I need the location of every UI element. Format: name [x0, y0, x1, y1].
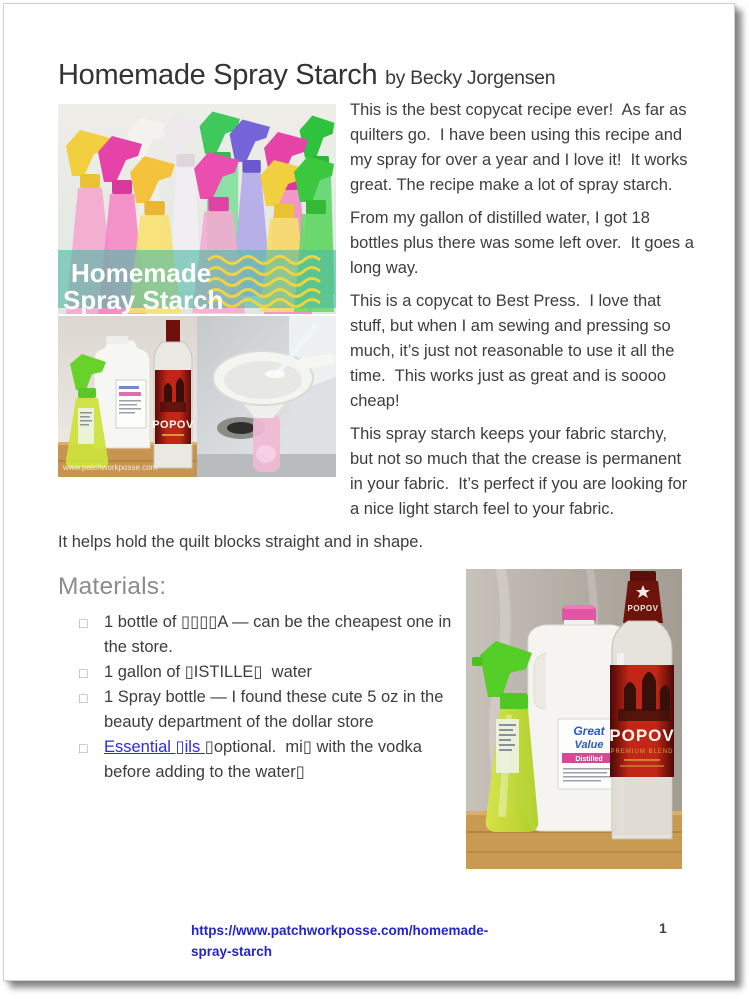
quilt-blocks-paragraph: It helps hold the quilt blocks straight and in shape. — [58, 533, 424, 551]
title-text: Homemade Spray Starch — [58, 59, 378, 91]
supplies-large-photo-wrap — [466, 569, 682, 869]
spray-bottles-collage-photo — [58, 104, 336, 314]
page-number: 1 — [659, 920, 667, 936]
left-image-stack — [58, 104, 336, 477]
list-item-text-rest: ▯optional. mi▯ with the vodka before adding to the water▯ — [104, 738, 427, 781]
footer-url-line2: spray-starch — [191, 944, 273, 959]
vodka-sublabel-text: PREMIUM BLEND — [610, 749, 674, 755]
materials-heading: Materials: — [58, 573, 167, 600]
bullet-square-icon: □ — [79, 615, 88, 631]
document-page — [3, 3, 735, 981]
jug-band-text: Distilled — [575, 756, 603, 763]
jug-brand-line1: Great — [573, 724, 605, 738]
collage-overlay-title-line1: Homemade — [71, 258, 212, 288]
best-press-paragraph: This is a copycat to Best Press. I love that stuff, but when I am sewing and pressing so much, it’s just not reasonable to use it all the time. This works just as great and is soooo cheap! — [350, 292, 679, 410]
gallon-paragraph: From my gallon of distilled water, I got 18 bottles plus there was some left over. It goes a long way. — [350, 209, 699, 277]
vodka-label-text: POPOV — [609, 726, 675, 745]
list-item-text: 1 Spray bottle — I found these cute 5 oz in the beauty department of the dollar store — [104, 688, 448, 731]
bullet-square-icon: □ — [79, 665, 88, 681]
footer-source-link[interactable] — [191, 920, 488, 962]
byline-text: by Becky Jorgensen — [385, 67, 556, 89]
supplies-small-photo — [58, 316, 197, 477]
materials-list — [58, 610, 470, 785]
collage-overlay-title-line2: Spray Starch — [63, 285, 224, 314]
vodka-label-text: POPOV — [152, 419, 194, 431]
funnel-pouring-photo — [197, 316, 336, 477]
list-item-text: 1 bottle of ▯▯▯▯A — can be the cheapest one in the store. — [104, 613, 456, 656]
starchy-paragraph: This spray starch keeps your fabric starchy, but not so much that the crease is permanent in your fabric. It’s perfect if you are looking for a nice light starch feel to your fabric. — [350, 425, 692, 518]
bullet-square-icon: □ — [79, 740, 88, 756]
supplies-large-photo — [466, 569, 682, 869]
vodka-neck-label: POPOV — [627, 604, 659, 613]
photo-watermark: www.patchworkposse.com — [63, 463, 158, 472]
list-item — [58, 685, 470, 735]
list-item — [58, 735, 470, 785]
intro-paragraph: This is the best copycat recipe ever! As far as quilters go. I have been using this recipe and my spray for over a year and I love it! It works great. The recipe make a lot of spray starch. — [350, 101, 693, 194]
list-item-text: 1 gallon of ▯ISTILLE▯ water — [104, 663, 313, 681]
list-item-text — [104, 738, 427, 781]
jug-brand-line2: Value — [574, 739, 604, 751]
page-title — [58, 57, 694, 96]
list-item — [58, 610, 470, 660]
list-item — [58, 660, 470, 685]
footer-url-line1: https://www.patchworkposse.com/homemade- — [191, 923, 489, 938]
bullet-square-icon: □ — [79, 690, 88, 706]
pink-spray-bottle-graphic — [253, 414, 280, 472]
essential-oils-link[interactable]: Essential ▯ils — [104, 738, 205, 756]
